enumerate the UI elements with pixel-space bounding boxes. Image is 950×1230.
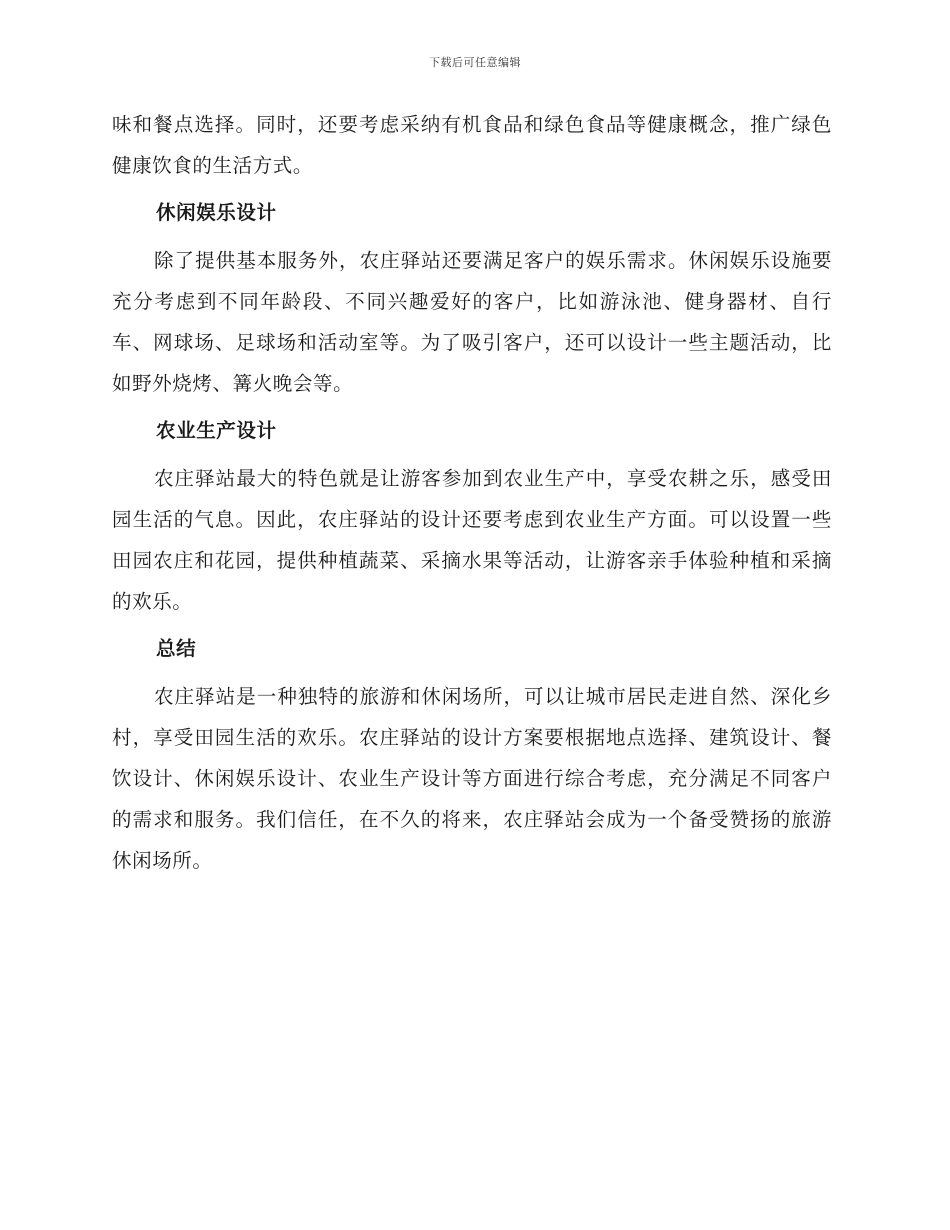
paragraph-continued: 味和餐点选择。同时，还要考虑采纳有机食品和绿色食品等健康概念，推广绿色健康饮食的生活方式。 xyxy=(112,113,832,177)
section-heading-leisure: 休闲娱乐设计 xyxy=(156,201,277,224)
paragraph-summary: 农庄驿站是一种独特的旅游和休闲场所，可以让城市居民走进自然、深化乡村，享受田园生活的欢乐。农庄驿站的设计方案要根据地点选择、建筑设计、餐饮设计、休闲娱乐设计、农业生产设计等方面进行综合考虑，充分满足不同客户的需求和服务。我们信任，在不久的将来，农庄驿站会成为一个备受赞扬的旅游休闲场所。 xyxy=(112,685,832,872)
section-heading-agriculture: 农业生产设计 xyxy=(156,419,277,442)
page-header: 下载后可任意编辑 xyxy=(429,56,521,69)
document-body xyxy=(112,104,832,881)
paragraph-leisure: 除了提供基本服务外，农庄驿站还要满足客户的娱乐需求。休闲娱乐设施要充分考虑到不同年龄段、不同兴趣爱好的客户，比如游泳池、健身器材、自行车、网球场、足球场和活动室等。为了吸引客户，还可以设计一些主题活动，比如野外烧烤、篝火晚会等。 xyxy=(112,249,832,395)
paragraph-agriculture: 农庄驿站最大的特色就是让游客参加到农业生产中，享受农耕之乐，感受田园生活的气息。因此，农庄驿站的设计还要考虑到农业生产方面。可以设置一些田园农庄和花园，提供种植蔬菜、采摘水果等活动，让游客亲手体验种植和采摘的欢乐。 xyxy=(112,467,832,613)
section-heading-summary: 总结 xyxy=(156,637,197,660)
